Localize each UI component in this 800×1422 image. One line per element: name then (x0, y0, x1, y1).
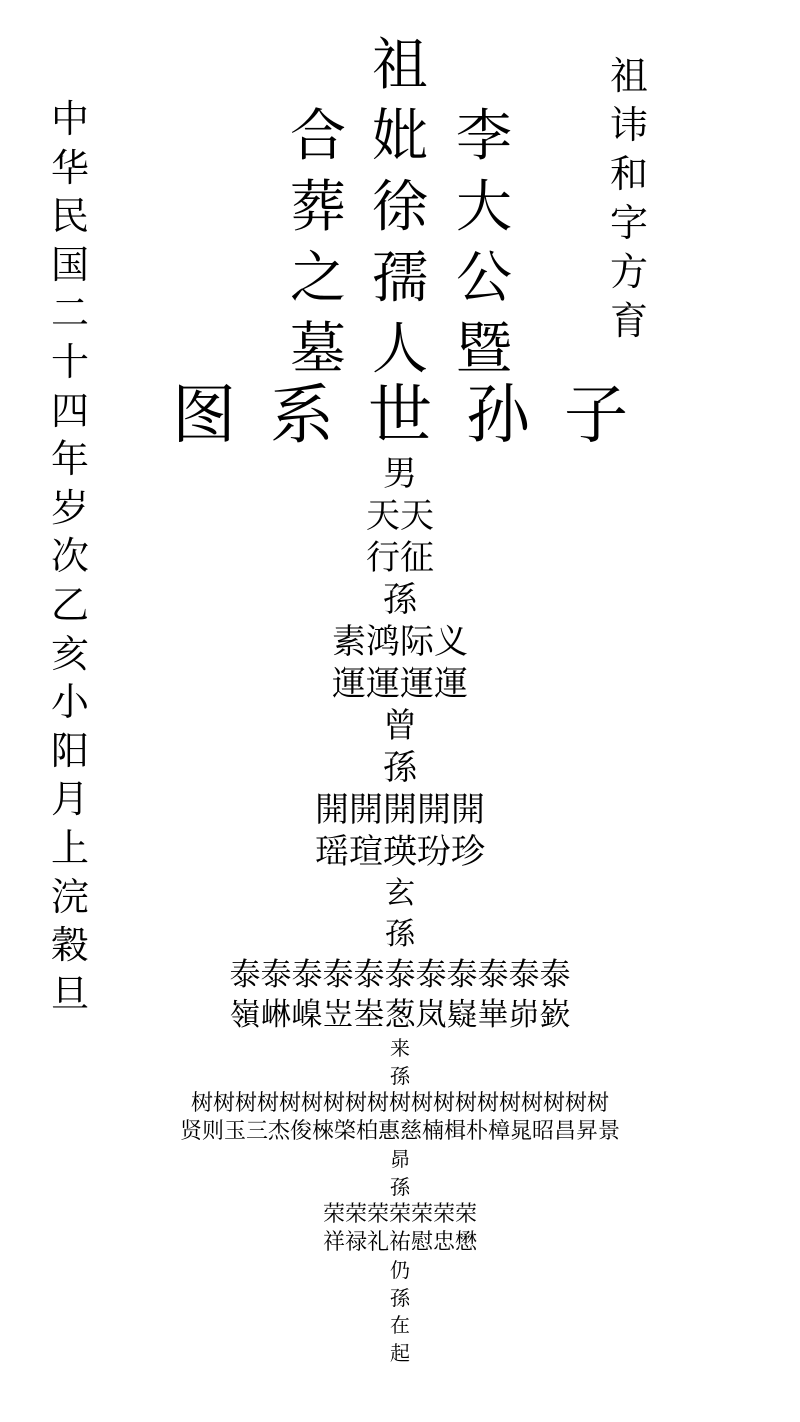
tree-row: 仍 (390, 1258, 410, 1282)
date-character: 民 (50, 194, 89, 239)
heading-character: 墓 (290, 317, 346, 382)
heading-top-character (365, 30, 435, 101)
tree-row: 瑶瑄瑛玢珍 (315, 832, 485, 872)
heading-column-right (449, 101, 519, 385)
tree-row: 素鸿际义 (332, 622, 468, 662)
date-character: 年 (50, 437, 89, 482)
heading-character: 人 (372, 317, 428, 382)
tree-row: 贤则玉三杰俊棶棨柏惠慈楠楫朴樟晁昭昌昇景 (179, 1119, 620, 1144)
genealogy-title (0, 376, 800, 456)
tree-row: 昴 (390, 1147, 410, 1171)
tree-row: 孫 (390, 1063, 410, 1088)
heading-character: 之 (290, 246, 346, 311)
date-character: 月 (50, 777, 89, 822)
name-character: 讳 (609, 103, 648, 147)
date-character: 旦 (50, 971, 89, 1016)
name-character: 祖 (609, 54, 648, 98)
date-character: 阳 (50, 728, 89, 773)
heading-character: 孺 (372, 246, 428, 311)
genealogy-tree (0, 453, 800, 1367)
tree-row: 泰泰泰泰泰泰泰泰泰泰泰 (229, 957, 571, 993)
tree-row: 天天 (366, 496, 434, 536)
date-character: 亥 (50, 631, 89, 676)
tree-row: 嶺崊嵲岦峚葱岚嶷崋峁嶔 (229, 997, 571, 1033)
date-character: 十 (50, 339, 89, 384)
heading-column-left (283, 101, 353, 385)
tree-row: 行征 (366, 538, 434, 578)
date-character: 浣 (50, 874, 89, 919)
date-character: 次 (50, 534, 89, 579)
date-character: 乙 (50, 582, 89, 627)
tree-row: 孫 (385, 917, 415, 952)
heading-character: 妣 (372, 104, 428, 169)
tree-row: 树树树树树树树树树树树树树树树树树树树 (190, 1091, 609, 1116)
tree-row: 孫 (383, 580, 417, 620)
heading-character: 徐 (372, 175, 428, 240)
tree-row: 孫 (390, 1285, 410, 1310)
heading-character: 暨 (456, 317, 512, 382)
tree-row: 孫 (383, 748, 417, 788)
heading-character: 葬 (290, 175, 346, 240)
name-character: 和 (609, 152, 648, 196)
tree-row: 祥禄礼祐慰忠懋 (322, 1230, 477, 1255)
name-character: 育 (609, 299, 648, 343)
tree-row: 開開開開開 (315, 790, 485, 830)
ancestor-name-inscription-column (604, 52, 654, 346)
title-character: 孙 (466, 379, 530, 453)
date-character: 中 (50, 97, 89, 141)
title-character: 系 (270, 379, 334, 453)
tree-row: 玄 (385, 876, 415, 911)
tree-row: 男 (383, 454, 417, 494)
tree-row: 起 (390, 1340, 410, 1365)
tree-row: 荣荣荣荣荣荣荣 (322, 1202, 477, 1227)
tree-row: 来 (390, 1036, 410, 1060)
tree-row: 孫 (390, 1174, 410, 1199)
date-character: 穀 (50, 923, 89, 968)
heading-character: 李 (456, 104, 512, 169)
date-character: 岁 (50, 485, 89, 530)
date-character: 四 (50, 388, 89, 433)
date-character: 小 (50, 680, 89, 725)
heading-character: 大 (456, 175, 512, 240)
date-character: 华 (50, 145, 89, 190)
heading-column-middle (365, 101, 435, 385)
tree-row: 曾 (383, 706, 417, 746)
date-character: 上 (50, 825, 89, 870)
title-character: 子 (564, 379, 628, 453)
heading-character: 合 (290, 104, 346, 169)
title-character: 图 (172, 379, 236, 453)
name-character: 方 (609, 250, 648, 294)
date-character: 二 (50, 291, 89, 336)
tree-row: 在 (390, 1313, 410, 1337)
heading-character: 祖 (372, 33, 428, 98)
name-character: 字 (609, 201, 648, 245)
date-character: 国 (50, 242, 89, 287)
tree-row: 運運運運 (332, 664, 468, 704)
title-character: 世 (368, 379, 432, 453)
heading-character: 公 (456, 246, 512, 311)
